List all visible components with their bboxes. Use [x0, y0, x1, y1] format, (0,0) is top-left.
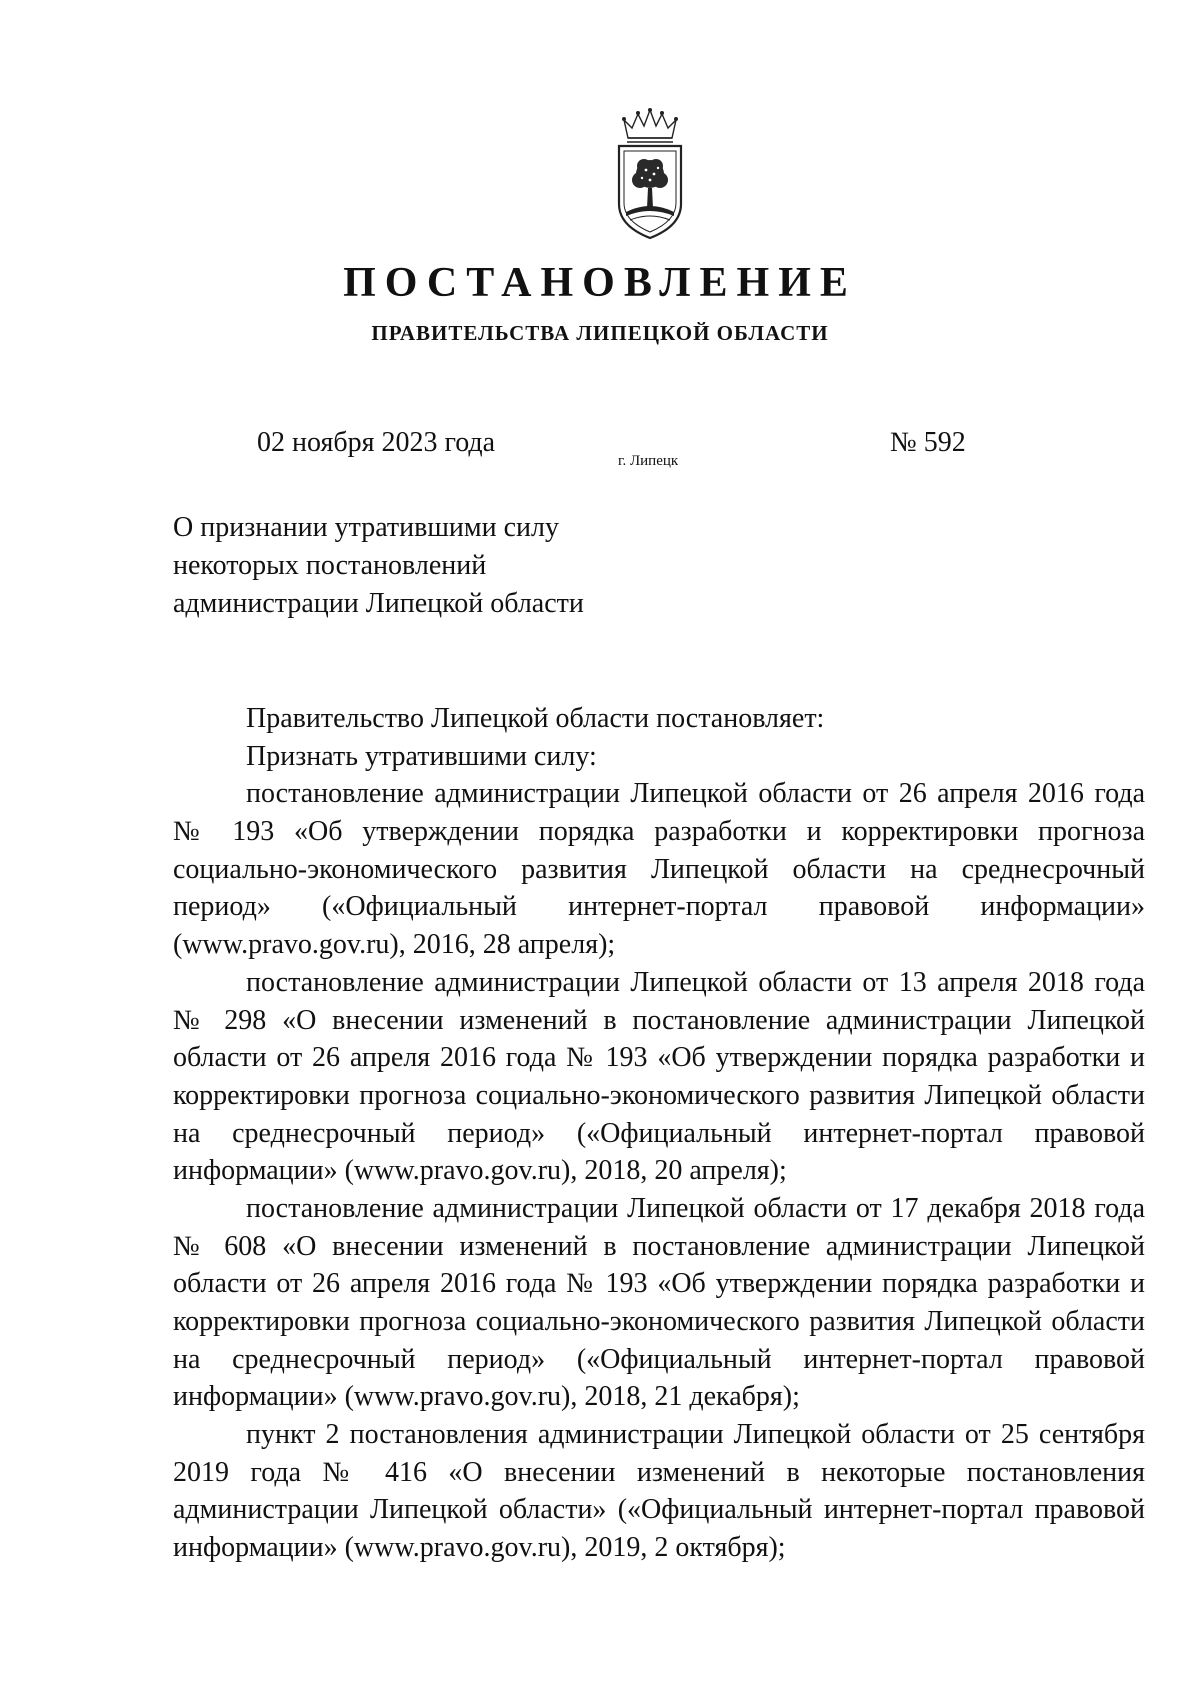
body-line: области от 26 апреля 2016 года № 193 «Об утверждении порядка разработки и	[173, 1268, 1145, 1300]
body-line: области от 26 апреля 2016 года № 193 «Об утверждении порядка разработки и	[173, 1042, 1145, 1074]
document-number: № 592	[890, 427, 966, 458]
body-line: постановление администрации Липецкой области от 13 апреля 2018 года	[246, 966, 1145, 998]
body-line: период» («Официальный интернет-портал правовой информации»	[173, 891, 1145, 923]
document-date: 02 ноября 2023 года	[257, 427, 496, 458]
body-line: № 608 «О внесении изменений в постановление администрации Липецкой	[173, 1230, 1145, 1262]
body-line: Признать утратившими силу:	[246, 740, 597, 772]
heading-line: О признании утратившими силу	[173, 512, 559, 543]
document-heading	[173, 509, 584, 623]
body-line: администрации Липецкой области» («Официальный интернет-портал правовой	[173, 1494, 1145, 1526]
body-line: корректировки прогноза социально-экономического развития Липецкой области	[173, 1079, 1145, 1111]
lipetsk-coat-of-arms-icon	[610, 108, 690, 244]
body-line: № 193 «Об утверждении порядка разработки и корректировки прогноза	[173, 816, 1145, 848]
document-place: г. Липецк	[618, 453, 679, 469]
body-line: на среднесрочный период» («Официальный интернет-портал правовой	[173, 1117, 1145, 1149]
body-line: № 298 «О внесении изменений в постановление администрации Липецкой	[173, 1004, 1145, 1036]
heading-line: администрации Липецкой области	[173, 588, 584, 619]
body-line: на среднесрочный период» («Официальный интернет-портал правовой	[173, 1343, 1145, 1375]
body-line: постановление администрации Липецкой области от 17 декабря 2018 года	[246, 1192, 1145, 1224]
body-line: информации» (www.pravo.gov.ru), 2019, 2 октября);	[173, 1532, 786, 1564]
body-line: 2019 года № 416 «О внесении изменений в некоторые постановления	[173, 1456, 1145, 1488]
body-line: (www.pravo.gov.ru), 2016, 28 апреля);	[173, 929, 616, 961]
document-body	[173, 700, 1145, 1567]
document-subtitle: ПРАВИТЕЛЬСТВА ЛИПЕЦКОЙ ОБЛАСТИ	[371, 321, 829, 345]
body-line: корректировки прогноза социально-экономического развития Липецкой области	[173, 1306, 1145, 1337]
body-line: Правительство Липецкой области постановляет:	[246, 703, 825, 734]
body-line: пункт 2 постановления администрации Липецкой области от 25 сентября	[246, 1419, 1145, 1451]
document-title: ПОСТАНОВЛЕНИЕ	[343, 260, 857, 306]
body-line: социально-экономического развития Липецкой области на среднесрочный	[173, 853, 1145, 885]
body-line: постановление администрации Липецкой области от 26 апреля 2016 года	[246, 778, 1145, 810]
body-line: информации» (www.pravo.gov.ru), 2018, 20 апреля);	[173, 1155, 787, 1187]
body-line: информации» (www.pravo.gov.ru), 2018, 21 декабря);	[173, 1381, 800, 1413]
heading-line: некоторых постановлений	[173, 550, 487, 581]
